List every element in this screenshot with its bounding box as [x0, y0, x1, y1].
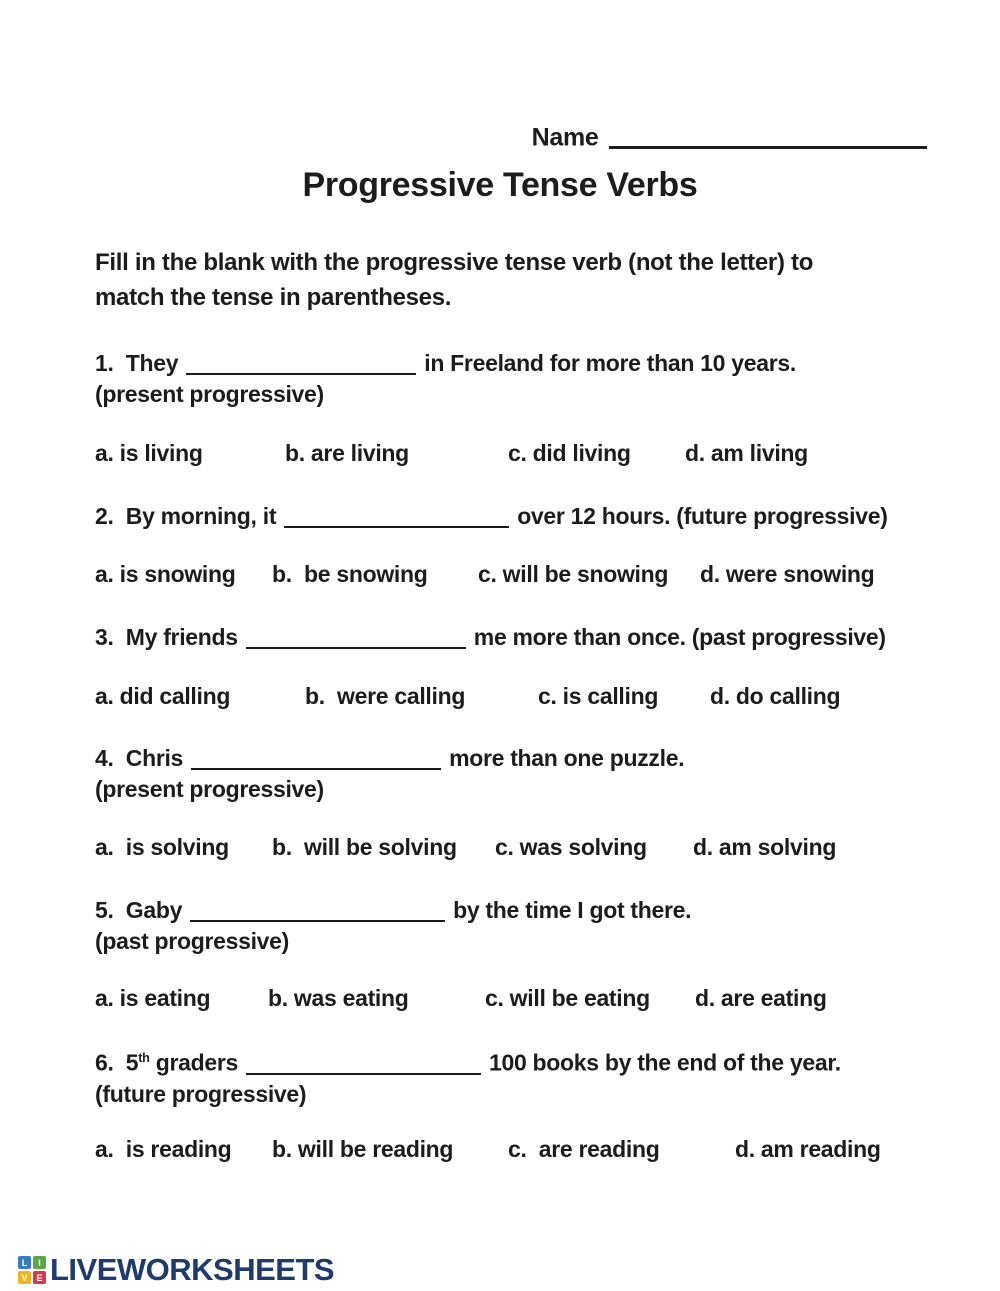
question-1-blank-field[interactable] — [186, 355, 416, 375]
question-1-option-d: d. am living — [685, 440, 808, 466]
name-blank-field[interactable] — [609, 126, 927, 149]
question-1-option-a: a. is living — [95, 440, 203, 466]
question-5-option-b: b. was eating — [268, 985, 409, 1011]
question-6-text-pre: graders — [149, 1049, 238, 1076]
name-label: Name — [531, 123, 599, 152]
question-6 — [95, 1043, 980, 1110]
logo-tile-e: E — [33, 1271, 46, 1284]
question-2-text-post: over 12 hours. (future progressive) — [517, 503, 888, 529]
question-2-options — [95, 561, 980, 591]
question-4-option-c: c. was solving — [495, 834, 647, 860]
question-5-text-post: by the time I got there. — [453, 897, 692, 923]
logo-tile-i: I — [33, 1256, 46, 1269]
logo-tile-v: V — [18, 1271, 31, 1284]
question-3-text-post: me more than once. (past progressive) — [473, 624, 886, 650]
question-4-text-post: more than one puzzle. — [449, 745, 685, 771]
question-4-options — [95, 834, 980, 864]
question-2 — [95, 501, 980, 532]
question-4-blank-field[interactable] — [191, 750, 441, 770]
question-2-text-pre: 2. By morning, it — [95, 503, 277, 529]
question-6-blank-field[interactable] — [246, 1055, 481, 1075]
question-5-option-c: c. will be eating — [485, 985, 650, 1011]
question-6-option-d: d. am reading — [735, 1136, 881, 1162]
question-6-option-b: b. will be reading — [272, 1136, 454, 1162]
instructions-line-1: Fill in the blank with the progressive tense verb (not the letter) to — [95, 249, 814, 276]
question-6-text-post: 100 books by the end of the year. — [488, 1049, 841, 1076]
question-3-option-a: a. did calling — [95, 683, 231, 709]
question-3-options — [95, 683, 980, 713]
question-1-text-pre: 1. They — [95, 350, 179, 376]
question-2-blank-field[interactable] — [284, 508, 509, 528]
liveworksheets-logo — [18, 1252, 334, 1288]
question-4-option-d: d. am solving — [693, 834, 837, 860]
question-4-text-pre: 4. Chris — [95, 745, 184, 771]
question-6-option-c: c. are reading — [508, 1136, 660, 1162]
question-3 — [95, 622, 980, 653]
question-2-option-d: d. were snowing — [700, 561, 875, 587]
question-6-option-a: a. is reading — [95, 1136, 232, 1162]
question-5-text-pre: 5. Gaby — [95, 897, 183, 923]
instructions — [95, 245, 975, 315]
question-5-option-a: a. is eating — [95, 985, 211, 1011]
question-4-option-a: a. is solving — [95, 834, 229, 860]
question-6-ordinal-suffix: th — [138, 1051, 150, 1065]
question-6-tense: (future progressive) — [95, 1080, 307, 1107]
question-6-options — [95, 1136, 980, 1166]
question-5-options — [95, 985, 980, 1015]
question-4-option-b: b. will be solving — [272, 834, 457, 860]
question-3-text-pre: 3. My friends — [95, 624, 238, 650]
question-2-option-b: b. be snowing — [272, 561, 428, 587]
question-5-option-d: d. are eating — [695, 985, 827, 1011]
question-4-tense: (present progressive) — [95, 776, 324, 802]
question-3-option-c: c. is calling — [538, 683, 659, 709]
page-title: Progressive Tense Verbs — [302, 166, 698, 204]
question-2-option-c: c. will be snowing — [478, 561, 669, 587]
question-5-blank-field[interactable] — [190, 902, 445, 922]
question-3-blank-field[interactable] — [246, 629, 466, 649]
question-1 — [95, 348, 980, 410]
question-1-text-post: in Freeland for more than 10 years. — [424, 350, 796, 376]
question-5-tense: (past progressive) — [95, 928, 289, 954]
question-1-tense: (present progressive) — [95, 381, 324, 407]
question-1-option-b: b. are living — [285, 440, 409, 466]
brand-wordmark: LIVEWORKSHEETS — [50, 1252, 335, 1287]
question-6-text-num: 6. 5 — [95, 1049, 139, 1076]
question-5 — [95, 895, 980, 957]
question-1-options — [95, 440, 980, 470]
logo-tile-l: L — [18, 1256, 31, 1269]
question-1-option-c: c. did living — [508, 440, 631, 466]
question-3-option-b: b. were calling — [305, 683, 466, 709]
question-3-option-d: d. do calling — [710, 683, 841, 709]
question-2-option-a: a. is snowing — [95, 561, 236, 587]
question-4 — [95, 743, 980, 805]
instructions-line-2: match the tense in parentheses. — [95, 284, 452, 311]
liveworksheets-grid-icon — [18, 1256, 46, 1284]
